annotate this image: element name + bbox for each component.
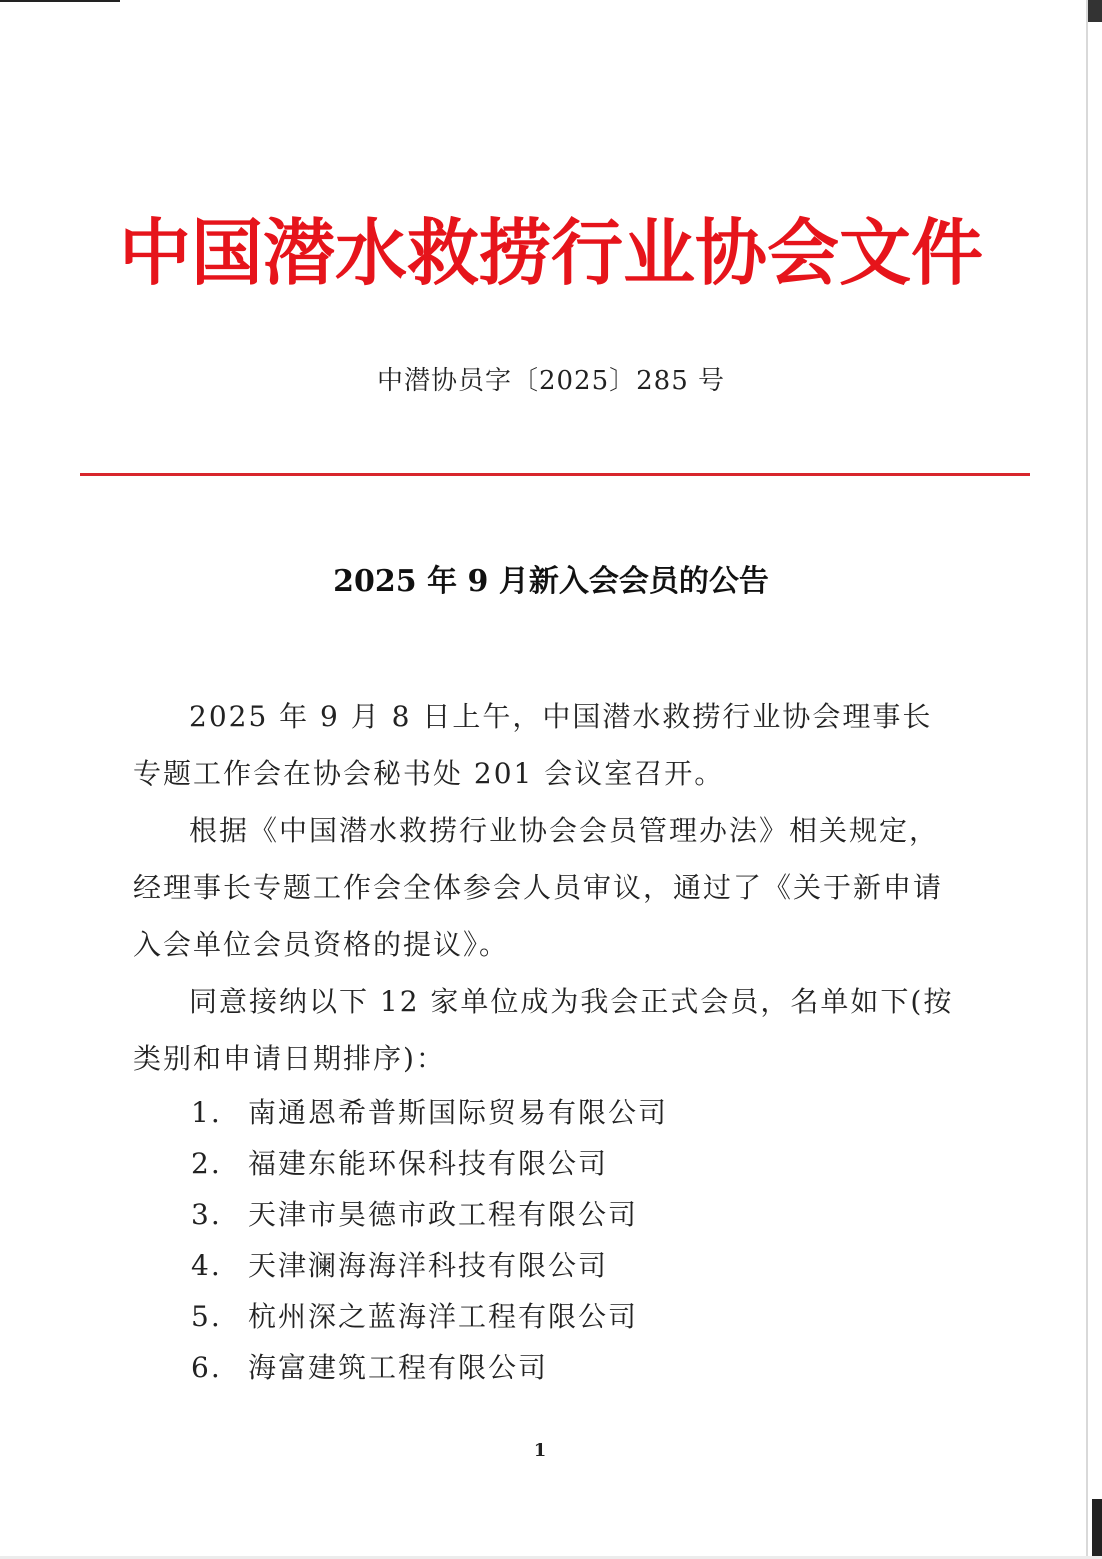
list-item xyxy=(133,1087,958,1138)
document-header-title: 中国潜水救捞行业协会文件 xyxy=(118,211,983,295)
scan-corner-top-right xyxy=(1088,0,1102,22)
list-item xyxy=(133,1342,958,1393)
list-item-number: 1. xyxy=(191,1096,222,1129)
list-item-name: 南通恩希普斯国际贸易有限公司 xyxy=(248,1096,669,1129)
list-item-name: 福建东能环保科技有限公司 xyxy=(248,1147,609,1180)
page-number: 1 xyxy=(533,1440,547,1461)
red-divider-line xyxy=(80,473,1030,476)
notice-body xyxy=(133,688,958,1393)
paragraph-regulation: 根据《中国潜水救捞行业协会会员管理办法》相关规定，经理事长专题工作会全体参会人员审议，通过了《关于新申请入会单位会员资格的提议》。 xyxy=(133,814,944,961)
list-item-name: 天津市昊德市政工程有限公司 xyxy=(248,1198,639,1231)
list-item xyxy=(133,1291,958,1342)
list-item-name: 海富建筑工程有限公司 xyxy=(248,1351,549,1384)
list-item xyxy=(133,1138,958,1189)
list-item-number: 2. xyxy=(191,1147,222,1180)
list-item-number: 4. xyxy=(191,1249,222,1282)
list-item-name: 杭州深之蓝海洋工程有限公司 xyxy=(248,1300,639,1333)
paragraph-members-intro: 同意接纳以下 12 家单位成为我会正式会员，名单如下(按类别和申请日期排序)： xyxy=(133,985,954,1075)
list-item xyxy=(133,1240,958,1291)
list-item-number: 6. xyxy=(191,1351,222,1384)
list-item-name: 天津澜海海洋科技有限公司 xyxy=(248,1249,609,1282)
document-number: 中潜协员字〔2025〕285 号 xyxy=(376,366,726,396)
list-item xyxy=(133,1189,958,1240)
notice-title: 2025 年 9 月新入会会员的公告 xyxy=(333,564,769,599)
member-list xyxy=(133,1087,958,1393)
paragraph-meeting: 2025 年 9 月 8 日上午，中国潜水救捞行业协会理事长专题工作会在协会秘书处 201 会议室召开。 xyxy=(133,700,933,790)
list-item-number: 5. xyxy=(191,1300,222,1333)
scan-edge-right xyxy=(1086,0,1088,1559)
list-item-number: 3. xyxy=(191,1198,222,1231)
scan-corner-bottom-right xyxy=(1092,1499,1102,1559)
scan-edge-top xyxy=(0,0,120,2)
